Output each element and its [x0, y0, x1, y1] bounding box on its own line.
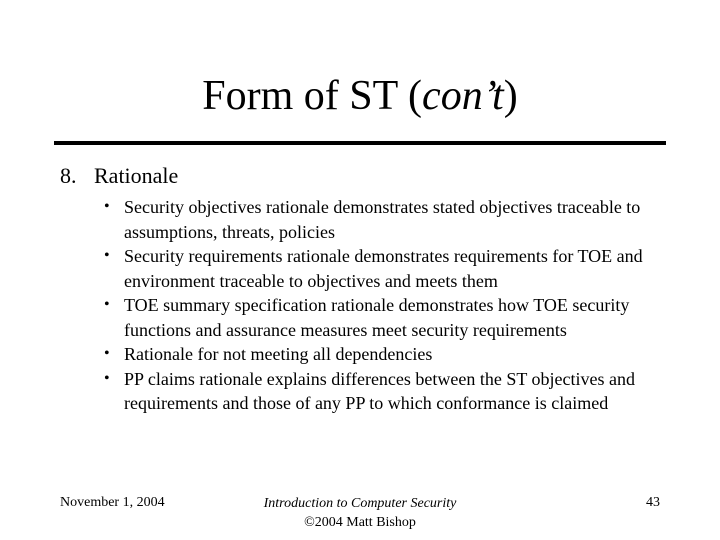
- bullet-icon: •: [104, 247, 110, 264]
- section-number: 8.: [60, 163, 77, 188]
- bullet-text: Security objectives rationale demonstrates stated objectives traceable to assumptions, threats, policies: [124, 197, 641, 242]
- bullet-item: [104, 367, 674, 416]
- section-heading: [60, 162, 178, 190]
- bullet-icon: •: [104, 345, 110, 362]
- footer-date: November 1, 2004: [60, 495, 165, 510]
- bullet-icon: •: [104, 369, 110, 387]
- bullet-item: [104, 195, 674, 244]
- bullet-text: TOE summary specification rationale demonstrates how TOE security functions and assurance measures meet security requirements: [124, 295, 630, 340]
- footer-course-title: Introduction to Computer Security: [263, 496, 457, 511]
- title-divider: [54, 141, 666, 145]
- bullet-icon: •: [104, 198, 110, 215]
- bullet-icon: •: [104, 296, 110, 313]
- bullet-text: PP claims rationale explains differences between the ST objectives and requirements and those of any PP to which conformance is claimed: [124, 368, 636, 413]
- slide-title-close: ): [503, 73, 518, 119]
- bullet-item: [104, 293, 674, 342]
- footer-page-number: 43: [646, 495, 660, 510]
- bullet-text: Security requirements rationale demonstrates requirements for TOE and environment traceable to objectives and meets them: [124, 246, 643, 291]
- slide-title-italic: con’t: [422, 73, 504, 119]
- footer-copyright: ©2004 Matt Bishop: [304, 515, 416, 530]
- slide-title-main: Form of ST (: [202, 73, 423, 119]
- footer-course-info: [210, 494, 510, 532]
- slide-title: [0, 70, 720, 122]
- bullet-text: Rationale for not meeting all dependencies: [124, 344, 433, 364]
- bullet-item: [104, 244, 674, 293]
- bullet-list: [104, 195, 674, 416]
- bullet-item: [104, 342, 674, 367]
- section-label: Rationale: [94, 163, 179, 188]
